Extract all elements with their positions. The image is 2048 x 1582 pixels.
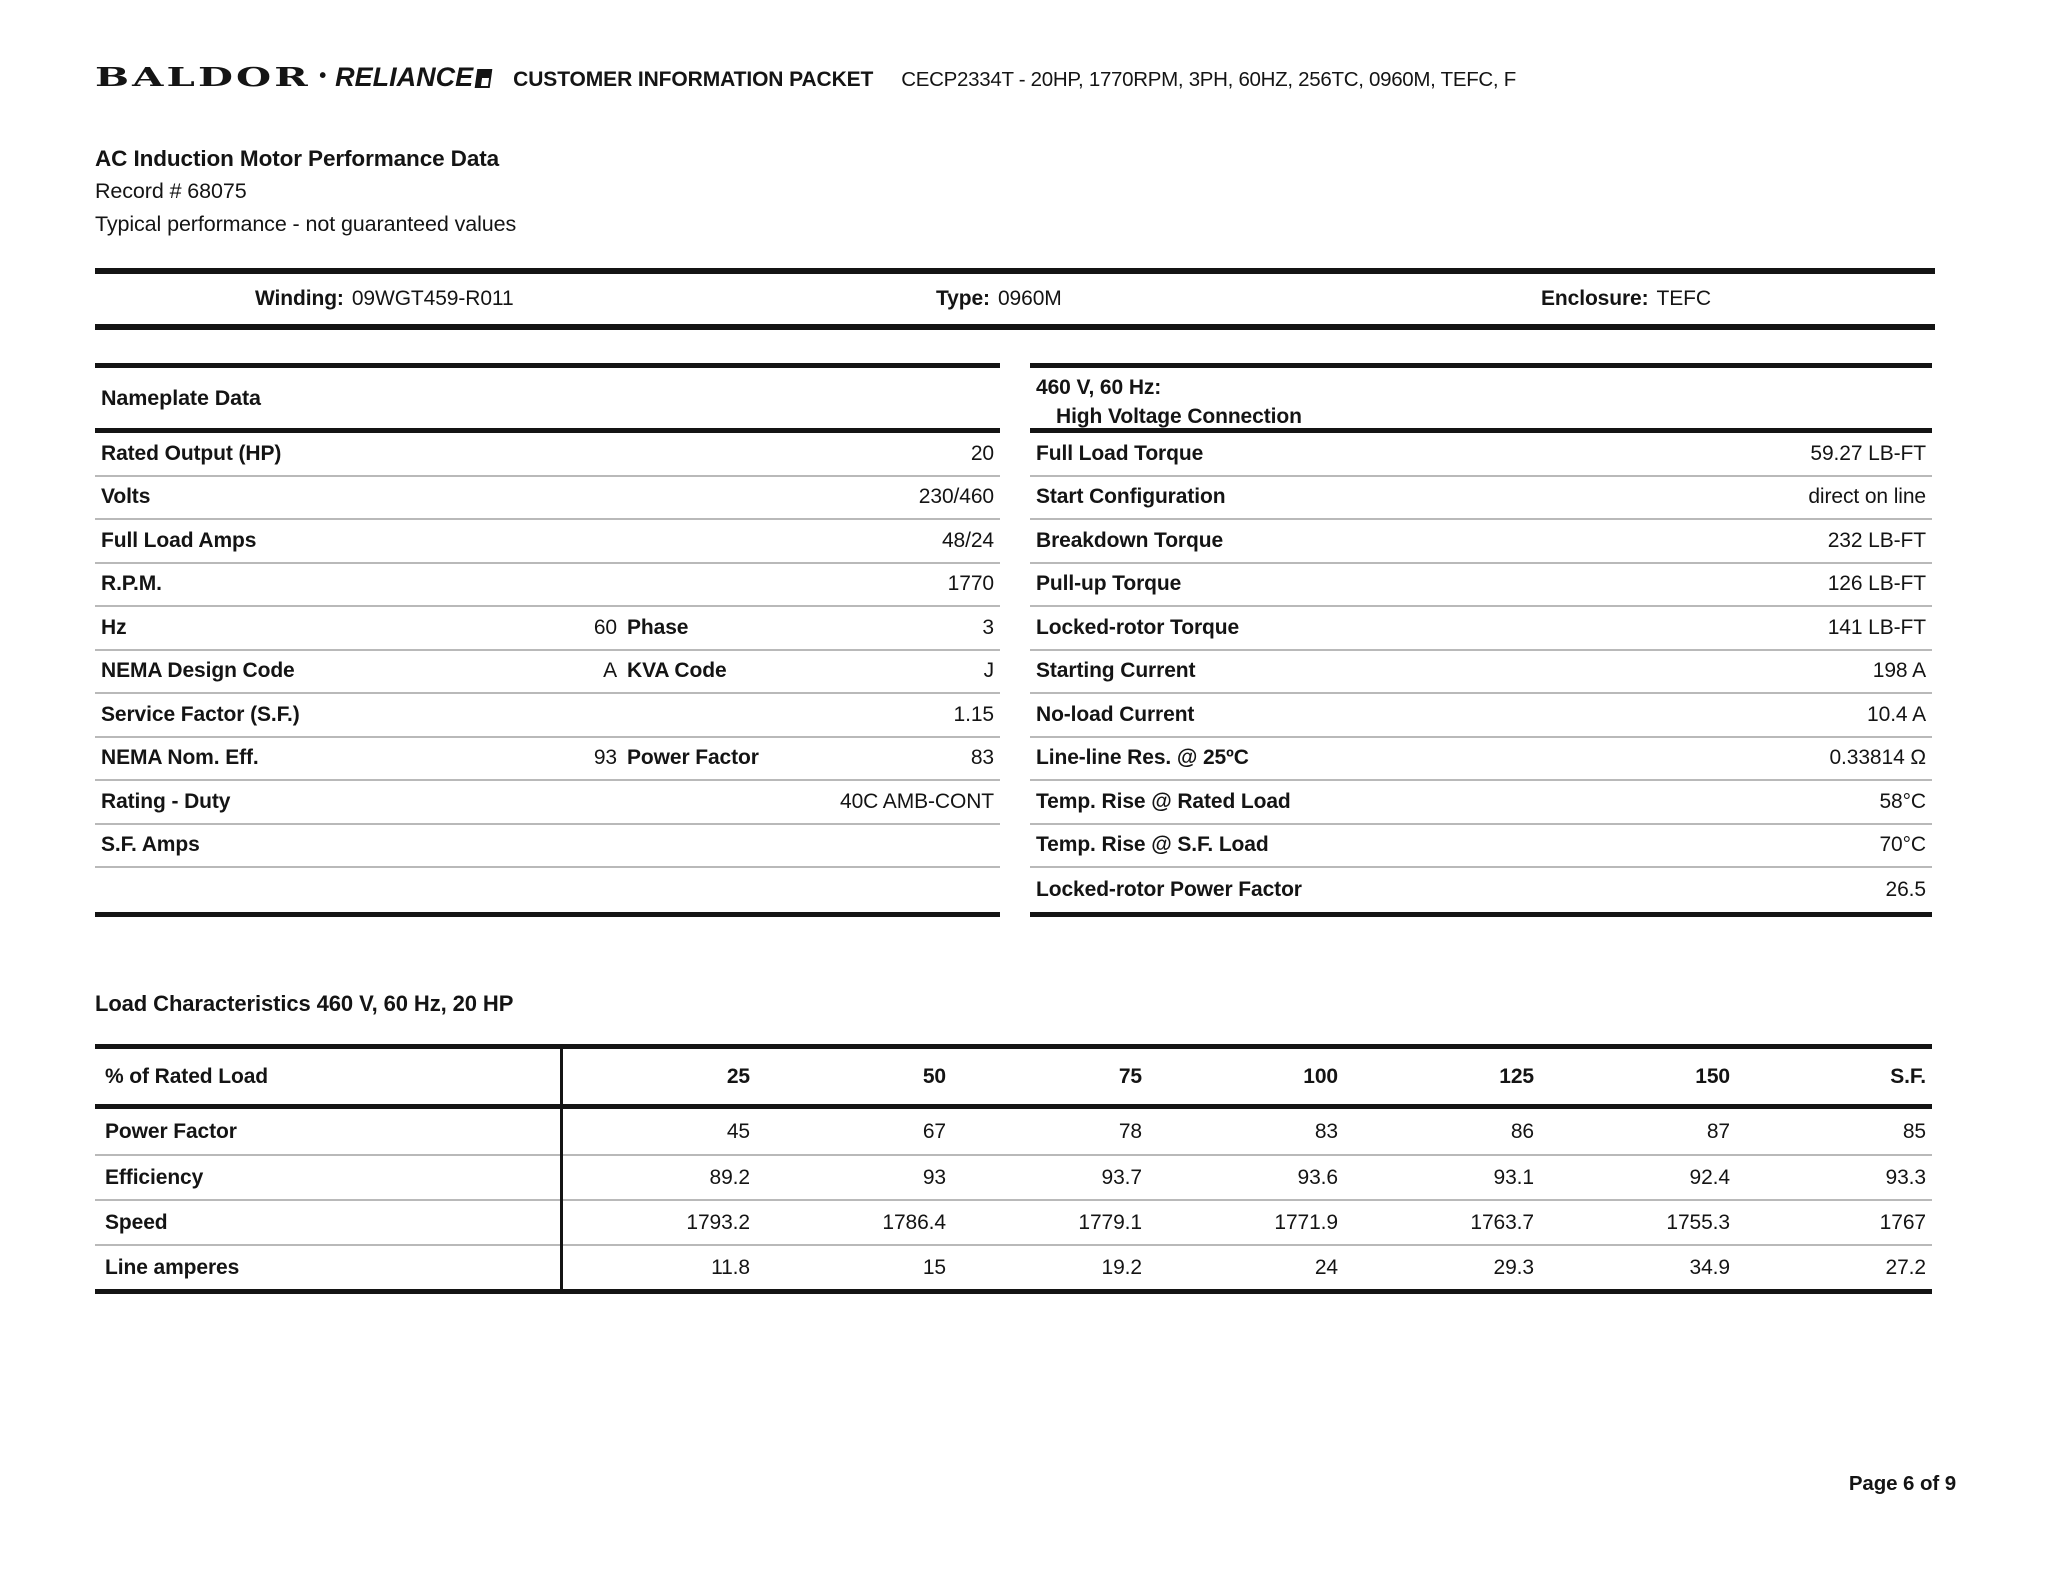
- load-table-body: [95, 1109, 1932, 1289]
- row-mid-label: KVA Code: [627, 659, 727, 683]
- enclosure-value: TEFC: [1656, 287, 1711, 310]
- nameplate-row: [95, 781, 1000, 825]
- cell-value: 1763.7: [1470, 1210, 1534, 1234]
- load-table-column-header: 75: [1118, 1064, 1142, 1088]
- high-voltage-row: [1030, 825, 1932, 869]
- cell-value: 1786.4: [882, 1210, 946, 1234]
- logo-dot-icon: •: [319, 65, 327, 87]
- row-value: 26.5: [1885, 877, 1926, 901]
- cell-value: 1767: [1879, 1210, 1926, 1234]
- winding-value: 09WGT459-R011: [351, 287, 514, 310]
- record-number: Record # 68075: [95, 179, 247, 203]
- cell-value: 93.7: [1101, 1165, 1142, 1189]
- row-label: Hz: [101, 615, 127, 639]
- row-mid-label: Phase: [627, 615, 689, 639]
- high-voltage-row: [1030, 651, 1932, 695]
- load-table-row: [95, 1244, 1932, 1289]
- nameplate-row-left: [101, 833, 617, 857]
- row-value: 48/24: [941, 528, 994, 552]
- row-value: 141 LB-FT: [1827, 615, 1926, 639]
- row-value: direct on line: [1808, 485, 1926, 509]
- nameplate-row: [95, 520, 1000, 564]
- high-voltage-row: [1030, 433, 1932, 477]
- cell-value: 45: [726, 1119, 750, 1143]
- row-mid-value: 60: [593, 615, 617, 639]
- cell-value: 1779.1: [1078, 1210, 1142, 1234]
- high-voltage-row: [1030, 607, 1932, 651]
- nameplate-row-left: [101, 616, 617, 640]
- winding-field: [255, 287, 514, 311]
- nameplate-row: [95, 825, 1000, 869]
- row-label: Locked-rotor Power Factor: [1036, 877, 1302, 901]
- reliance-logo-mark-icon: [475, 69, 493, 88]
- cell-value: 19.2: [1101, 1255, 1142, 1279]
- row-label: Rated Output (HP): [101, 441, 282, 465]
- row-label: Starting Current: [1036, 659, 1196, 683]
- enclosure-label: Enclosure:: [1541, 287, 1649, 310]
- nameplate-section: [95, 363, 1000, 917]
- cell-value: 24: [1314, 1255, 1338, 1279]
- load-table-column-header: 100: [1303, 1064, 1338, 1088]
- nameplate-row-left: [101, 746, 617, 770]
- page-number: Page 6 of 9: [1848, 1472, 1956, 1495]
- row-label: Breakdown Torque: [1036, 528, 1224, 552]
- high-voltage-row: [1030, 868, 1932, 912]
- nameplate-rows: [95, 433, 1000, 909]
- cell-value: 93: [922, 1165, 946, 1189]
- load-table-column-header: 50: [922, 1064, 946, 1088]
- catalog-model-line: CECP2334T - 20HP, 1770RPM, 3PH, 60HZ, 256TC, 0960M, TEFC, F: [901, 68, 1516, 91]
- row-label: Speed: [105, 1210, 168, 1234]
- load-table-header-row: [95, 1049, 1932, 1109]
- high-voltage-rows: [1030, 433, 1932, 912]
- row-value: 58°C: [1879, 789, 1926, 813]
- nameplate-row-left: [101, 529, 617, 553]
- row-value: 1.15: [953, 702, 994, 726]
- performance-note: Typical performance - not guaranteed values: [95, 212, 517, 236]
- row-label: Locked-rotor Torque: [1036, 615, 1240, 639]
- cell-value: 89.2: [709, 1165, 750, 1189]
- load-table-header-label: % of Rated Load: [105, 1064, 269, 1088]
- baldor-reliance-logo: [95, 62, 491, 93]
- nameplate-row-left: [101, 442, 617, 466]
- high-voltage-row: [1030, 694, 1932, 738]
- cell-value: 87: [1706, 1119, 1730, 1143]
- cell-value: 29.3: [1493, 1255, 1534, 1279]
- high-voltage-row: [1030, 564, 1932, 608]
- cell-value: 1755.3: [1666, 1210, 1730, 1234]
- row-label: Efficiency: [105, 1165, 204, 1189]
- load-table-column-header: S.F.: [1890, 1064, 1926, 1088]
- nameplate-row-left: [101, 659, 617, 683]
- nameplate-row-left: [101, 703, 617, 727]
- cell-value: 1771.9: [1274, 1210, 1338, 1234]
- row-label: Start Configuration: [1036, 485, 1226, 509]
- cell-value: 93.3: [1885, 1165, 1926, 1189]
- row-value: 10.4 A: [1867, 702, 1926, 726]
- nameplate-row: [95, 433, 1000, 477]
- row-value: 230/460: [918, 485, 994, 509]
- row-label: Full Load Amps: [101, 528, 257, 552]
- load-table-row: [95, 1109, 1932, 1154]
- row-label: Full Load Torque: [1036, 441, 1204, 465]
- row-mid-value: 93: [593, 746, 617, 770]
- row-value: 3: [982, 615, 994, 639]
- row-label: No-load Current: [1036, 702, 1195, 726]
- high-voltage-row: [1030, 520, 1932, 564]
- high-voltage-row: [1030, 477, 1932, 521]
- row-label: Volts: [101, 485, 151, 509]
- load-table-row: [95, 1154, 1932, 1199]
- nameplate-row: [95, 738, 1000, 782]
- cell-value: 92.4: [1689, 1165, 1730, 1189]
- table-vertical-divider: [560, 1049, 563, 1289]
- data-columns: [95, 363, 1932, 917]
- row-mid-value: A: [603, 659, 617, 683]
- winding-bar: [95, 268, 1935, 330]
- winding-label: Winding:: [255, 287, 344, 310]
- row-value: 126 LB-FT: [1827, 572, 1926, 596]
- row-value: 83: [970, 746, 994, 770]
- page-title: AC Induction Motor Performance Data: [95, 146, 500, 171]
- row-value: 198 A: [1872, 659, 1926, 683]
- title-block: [95, 142, 516, 241]
- row-value: 40C AMB-CONT: [840, 789, 994, 813]
- cell-value: 93.6: [1297, 1165, 1338, 1189]
- enclosure-field: [1541, 287, 1711, 311]
- logo-mark-notch: [481, 78, 489, 86]
- load-table-column-header: 25: [726, 1064, 750, 1088]
- cell-value: 1793.2: [686, 1210, 750, 1234]
- row-label: R.P.M.: [101, 572, 162, 596]
- type-label: Type:: [936, 287, 990, 310]
- page-header: [95, 62, 1978, 93]
- cell-value: 67: [922, 1119, 946, 1143]
- baldor-wordmark: BALDOR: [95, 63, 311, 93]
- nameplate-row: [95, 694, 1000, 738]
- nameplate-row: [95, 564, 1000, 608]
- row-label: Temp. Rise @ S.F. Load: [1036, 833, 1269, 857]
- nameplate-row-left: [101, 790, 617, 814]
- row-label: Line-line Res. @ 25ºC: [1036, 746, 1249, 770]
- row-value: 0.33814 Ω: [1829, 746, 1926, 770]
- nameplate-row-left: [101, 572, 617, 596]
- nameplate-row-left: [101, 485, 617, 509]
- row-value: 70°C: [1879, 833, 1926, 857]
- load-characteristics-section: [95, 991, 1932, 1294]
- nameplate-filler: [95, 868, 1000, 909]
- row-value: J: [983, 659, 994, 683]
- load-table-row: [95, 1199, 1932, 1244]
- cell-value: 34.9: [1689, 1255, 1730, 1279]
- nameplate-row: [95, 607, 1000, 651]
- cell-value: 11.8: [711, 1255, 750, 1279]
- row-mid-label: Power Factor: [627, 746, 759, 770]
- nameplate-heading: Nameplate Data: [95, 368, 1000, 433]
- row-label: Pull-up Torque: [1036, 572, 1182, 596]
- row-label: Line amperes: [105, 1255, 240, 1279]
- row-value: 1770: [947, 572, 994, 596]
- load-table-column-header: 150: [1695, 1064, 1730, 1088]
- reliance-wordmark: RELIANCE: [335, 62, 474, 92]
- load-characteristics-table: [95, 1044, 1932, 1294]
- high-voltage-section: [1030, 363, 1932, 917]
- nameplate-row: [95, 651, 1000, 695]
- cell-value: 78: [1118, 1119, 1142, 1143]
- cell-value: 93.1: [1493, 1165, 1534, 1189]
- packet-title: CUSTOMER INFORMATION PACKET: [513, 68, 874, 91]
- high-voltage-row: [1030, 738, 1932, 782]
- high-voltage-heading-line1: 460 V, 60 Hz:: [1036, 376, 1162, 399]
- row-label: Power Factor: [105, 1119, 237, 1143]
- type-value: 0960M: [997, 287, 1062, 310]
- load-characteristics-title: Load Characteristics 460 V, 60 Hz, 20 HP: [95, 991, 514, 1016]
- row-value: 20: [970, 441, 994, 465]
- high-voltage-heading-line2: High Voltage Connection: [1056, 405, 1302, 428]
- cell-value: 15: [922, 1255, 946, 1279]
- row-value: 59.27 LB-FT: [1810, 441, 1926, 465]
- load-table-column-header: 125: [1499, 1064, 1534, 1088]
- cell-value: 85: [1902, 1119, 1926, 1143]
- cell-value: 86: [1510, 1119, 1534, 1143]
- row-label: NEMA Nom. Eff.: [101, 746, 259, 770]
- row-label: S.F. Amps: [101, 833, 200, 857]
- nameplate-row: [95, 477, 1000, 521]
- row-label: Service Factor (S.F.): [101, 702, 300, 726]
- high-voltage-row: [1030, 781, 1932, 825]
- row-label: Temp. Rise @ Rated Load: [1036, 789, 1291, 813]
- row-label: Rating - Duty: [101, 789, 231, 813]
- type-field: [936, 287, 1062, 311]
- row-value: 232 LB-FT: [1827, 528, 1926, 552]
- cell-value: 27.2: [1885, 1255, 1926, 1279]
- row-label: NEMA Design Code: [101, 659, 295, 683]
- cell-value: 83: [1314, 1119, 1338, 1143]
- high-voltage-heading: [1030, 368, 1932, 433]
